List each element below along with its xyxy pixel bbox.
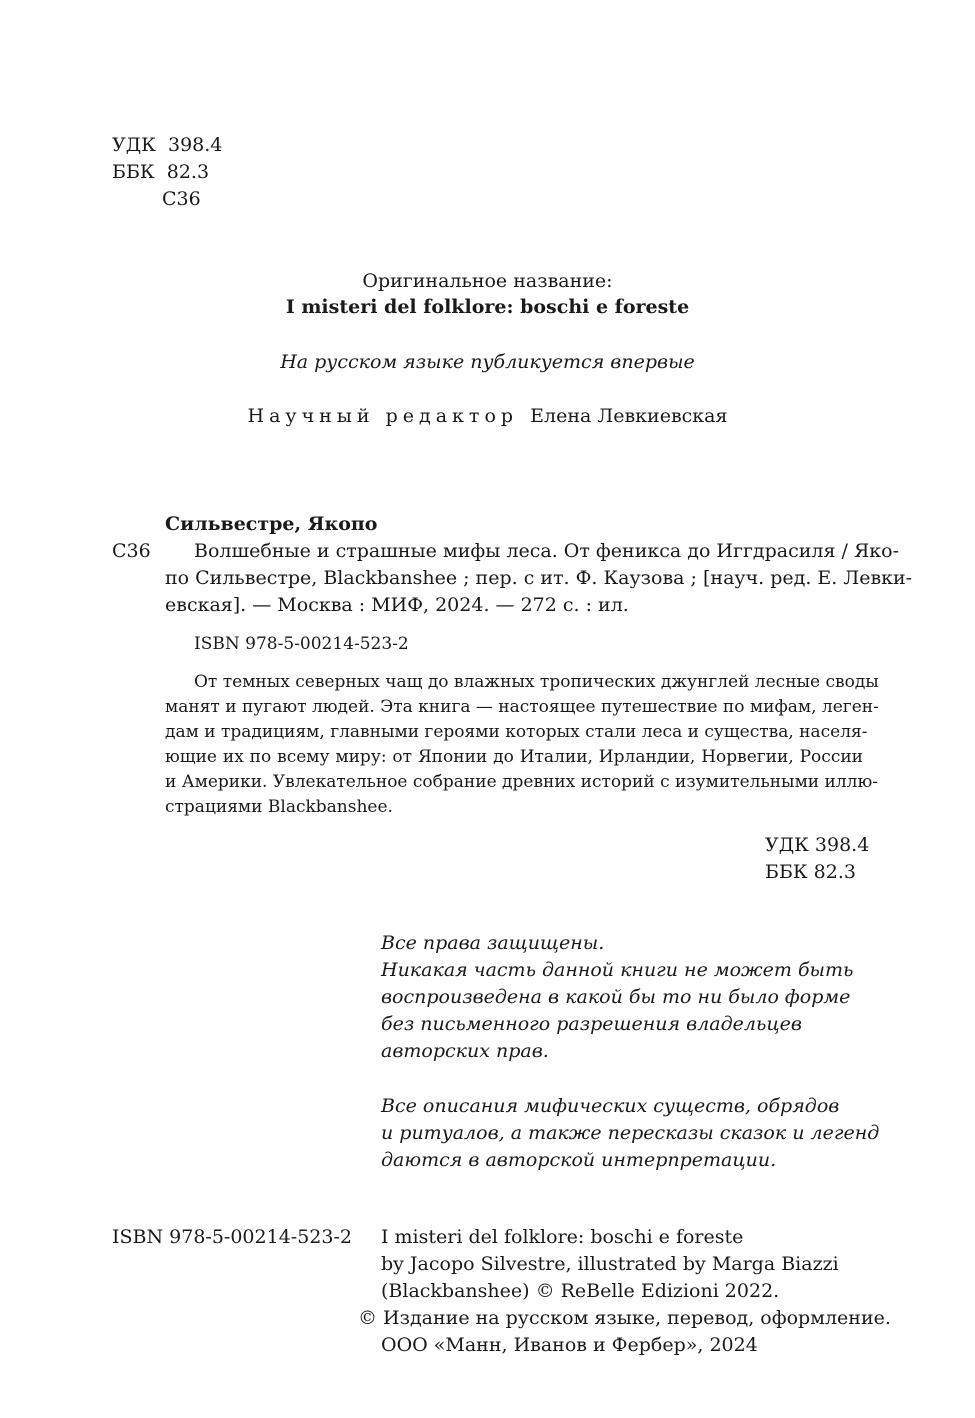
credits-line: by Jacopo Silvestre, illustrated by Marga Biazzi [381, 1253, 839, 1275]
annotation-line: ющие их по всему миру: от Японии до Италии, Ирландии, Норвегии, России [165, 747, 863, 767]
disclaimer-line: Все описания мифических существ, обрядов [381, 1095, 840, 1117]
annotation-line: и Америки. Увлекательное собрание древних историй с изумительными иллю- [165, 772, 878, 792]
scientific-editor [0, 403, 975, 430]
bbk-label: ББК [112, 161, 155, 183]
interpretation-disclaimer [381, 1093, 879, 1174]
credits-line: I misteri del folklore: boschi e foreste [381, 1226, 744, 1248]
catalog-isbn: ISBN 978-5-00214-523-2 [194, 634, 409, 654]
editor-name: Елена Левкиевская [530, 405, 728, 427]
rights-line: Все права защищены. [381, 932, 605, 954]
catalog-description-line: по Сильвестре, Blackbanshee ; пер. с ит. Ф. Каузова ; [науч. ред. Е. Левки- [165, 567, 913, 589]
copyright-line: ООО «Манн, Иванов и Фербер», 2024 [381, 1334, 758, 1356]
footer-isbn: ISBN 978-5-00214-523-2 [112, 1226, 352, 1248]
disclaimer-line: даются в авторской интерпретации. [381, 1149, 777, 1171]
catalog-description [165, 538, 913, 619]
rights-line: Никакая часть данной книги не может быть [381, 959, 854, 981]
annotation-line: От темных северных чащ до влажных тропических джунглей лесные своды [194, 672, 879, 692]
udk-classification [112, 132, 222, 159]
rights-line: авторских прав. [381, 1040, 549, 1062]
disclaimer-line: и ритуалов, а также пересказы сказок и легенд [381, 1122, 880, 1144]
catalog-description-line: Волшебные и страшные мифы леса. От феникса до Иггдрасиля / Яко- [194, 540, 900, 562]
first-publication-note: На русском языке публикуется впервые [280, 351, 695, 373]
credits-line: (Blackbanshee) © ReBelle Edizioni 2022. [381, 1280, 780, 1302]
catalog-udk: УДК 398.4 [765, 834, 870, 856]
original-title-label: Оригинальное название: [362, 270, 613, 292]
editor-role: Научный редактор [247, 405, 519, 427]
annotation-line: страциями Blackbanshee. [165, 797, 393, 817]
original-title: I misteri del folklore: boschi e foreste [285, 296, 690, 318]
original-edition-credits [381, 1224, 839, 1305]
catalog-annotation [165, 670, 879, 820]
author-mark: С36 [162, 188, 201, 210]
bbk-classification [112, 159, 209, 186]
copyright-line: © Издание на русском языке, перевод, оформление. [358, 1307, 891, 1329]
catalog-description-line: евская]. — Москва : МИФ, 2024. — 272 с. : ил. [165, 594, 629, 616]
rights-line: воспроизведена в какой бы то ни было форме [381, 986, 851, 1008]
rights-line: без письменного разрешения владельцев [381, 1013, 802, 1035]
catalog-author-heading: Сильвестре, Якопо [165, 513, 378, 535]
annotation-line: дам и традициям, главными героями которых стали леса и существа, населя- [165, 722, 868, 742]
rights-notice [381, 930, 853, 1065]
catalog-bbk: ББК 82.3 [765, 861, 856, 883]
annotation-line: манят и пугают людей. Эта книга — настоящее путешествие по мифам, леген- [165, 697, 879, 717]
catalog-author-mark: С36 [112, 540, 151, 562]
bbk-value: 82.3 [166, 161, 210, 183]
udk-label: УДК [112, 134, 156, 156]
udk-value: 398.4 [167, 134, 223, 156]
russian-edition-copyright [358, 1305, 891, 1359]
